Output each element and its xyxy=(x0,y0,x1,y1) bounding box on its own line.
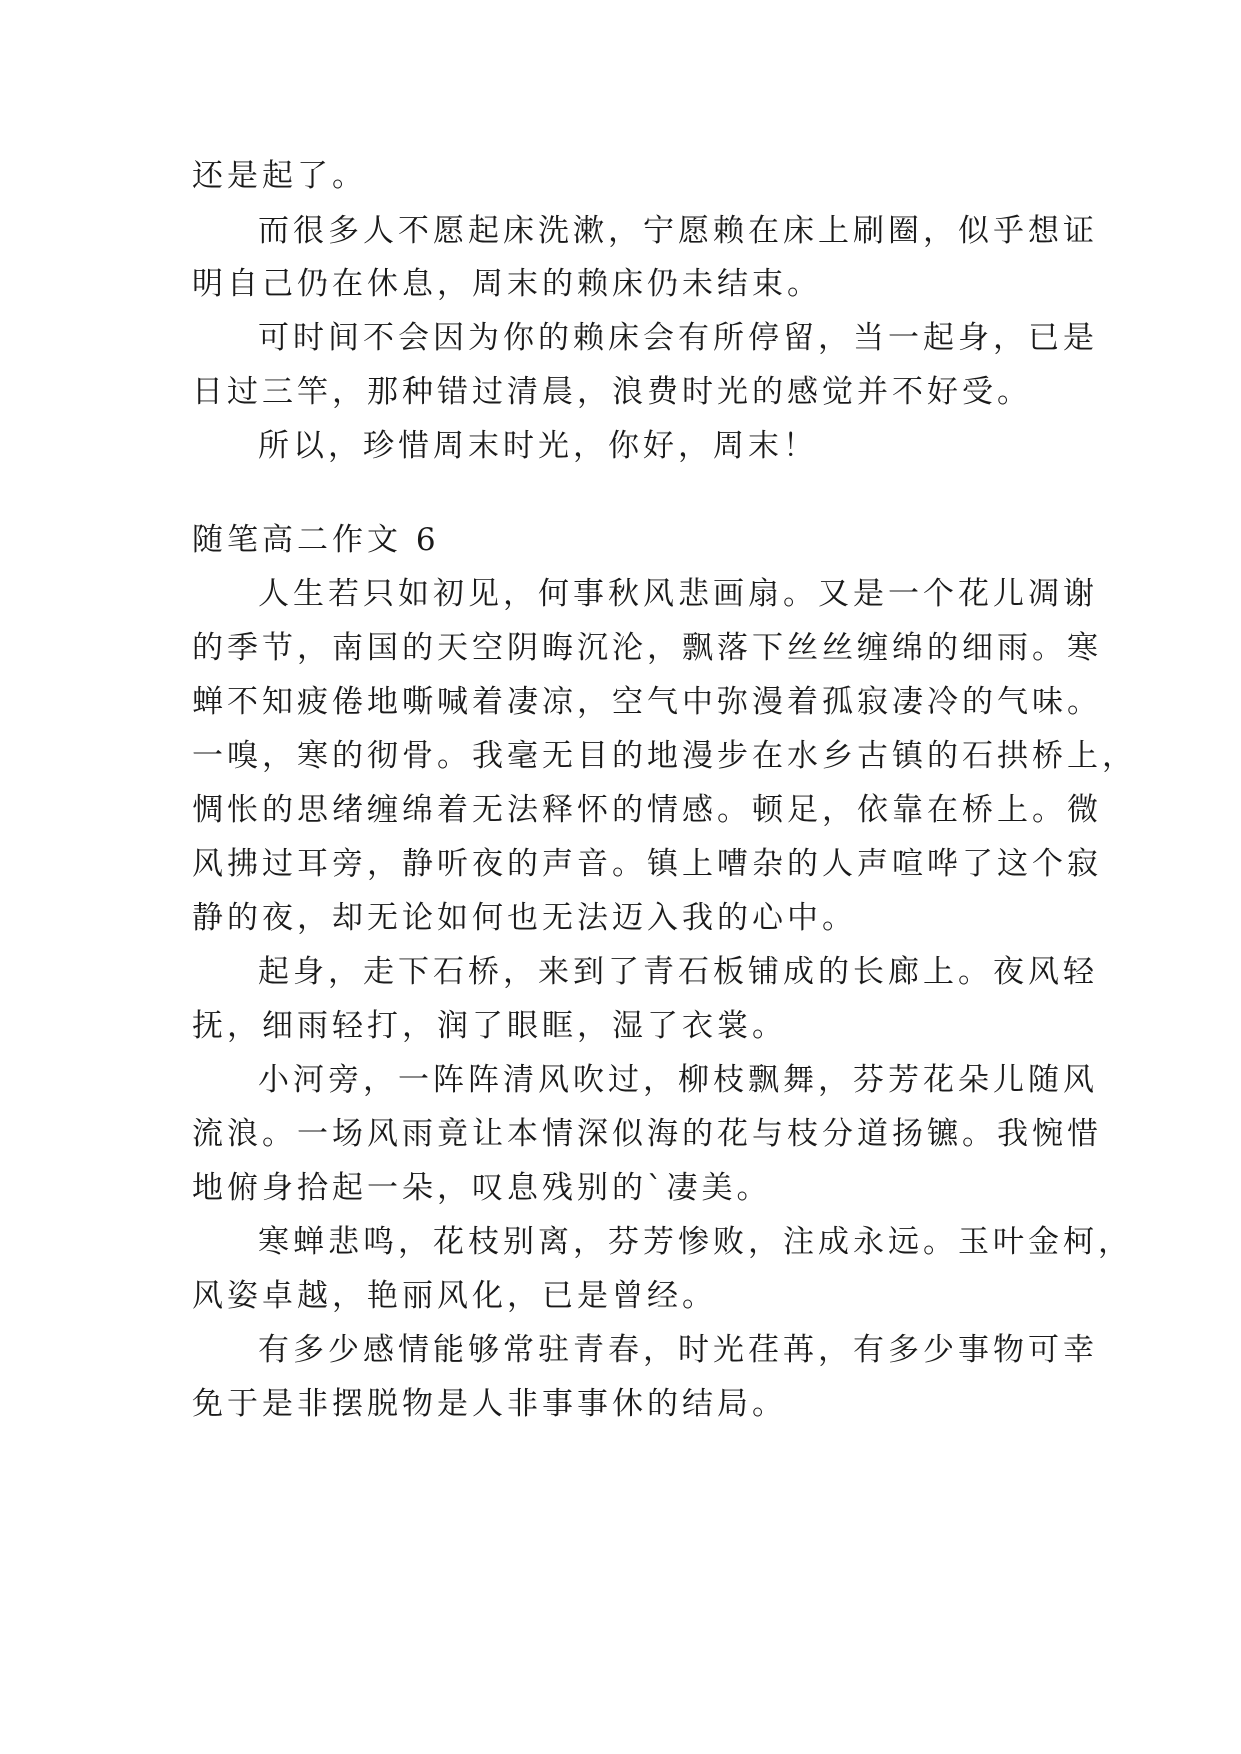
text-line: 一嗅，寒的彻骨。我毫无目的地漫步在水乡古镇的石拱桥上， xyxy=(192,738,1137,774)
paragraph-start-line: 所以，珍惜周末时光，你好，周末！ xyxy=(258,428,818,464)
paragraph-start-line: 寒蝉悲鸣，花枝别离，芬芳惨败，注成永远。玉叶金柯， xyxy=(258,1224,1133,1260)
text-line: 惆怅的思绪缠绵着无法释怀的情感。顿足，依靠在桥上。微 xyxy=(192,792,1102,828)
text-line: 抚，细雨轻打，润了眼眶，湿了衣裳。 xyxy=(192,1008,787,1044)
text-line: 静的夜，却无论如何也无法迈入我的心中。 xyxy=(192,900,857,936)
paragraph-start-line: 小河旁，一阵阵清风吹过，柳枝飘舞，芬芳花朵儿随风 xyxy=(258,1062,1098,1098)
text-line: 风拂过耳旁，静听夜的声音。镇上嘈杂的人声喧哗了这个寂 xyxy=(192,846,1102,882)
text-line: 明自己仍在休息，周末的赖床仍未结束。 xyxy=(192,266,822,302)
text-line: 流浪。一场风雨竟让本情深似海的花与枝分道扬镳。我惋惜 xyxy=(192,1116,1102,1152)
text-line: 风姿卓越，艳丽风化，已是曾经。 xyxy=(192,1278,717,1314)
text-line: 还是起了。 xyxy=(192,158,367,194)
paragraph-start-line: 起身，走下石桥，来到了青石板铺成的长廊上。夜风轻 xyxy=(258,954,1098,990)
section-heading: 随笔高二作文 6 xyxy=(192,522,440,558)
paragraph-start-line: 有多少感情能够常驻青春，时光荏苒，有多少事物可幸 xyxy=(258,1332,1098,1368)
paragraph-start-line: 人生若只如初见，何事秋风悲画扇。又是一个花儿凋谢 xyxy=(258,576,1098,612)
paragraph-start-line: 而很多人不愿起床洗漱，宁愿赖在床上刷圈，似乎想证 xyxy=(258,213,1098,249)
text-line: 地俯身拾起一朵，叹息残别的`凄美。 xyxy=(192,1170,772,1206)
text-line: 蝉不知疲倦地嘶喊着凄凉，空气中弥漫着孤寂凄冷的气味。 xyxy=(192,684,1102,720)
text-line: 的季节，南国的天空阴晦沉沦，飘落下丝丝缠绵的细雨。寒 xyxy=(192,630,1102,666)
text-line: 免于是非摆脱物是人非事事休的结局。 xyxy=(192,1386,787,1422)
paragraph-start-line: 可时间不会因为你的赖床会有所停留，当一起身，已是 xyxy=(258,320,1098,356)
text-line: 日过三竿，那种错过清晨，浪费时光的感觉并不好受。 xyxy=(192,374,1032,410)
